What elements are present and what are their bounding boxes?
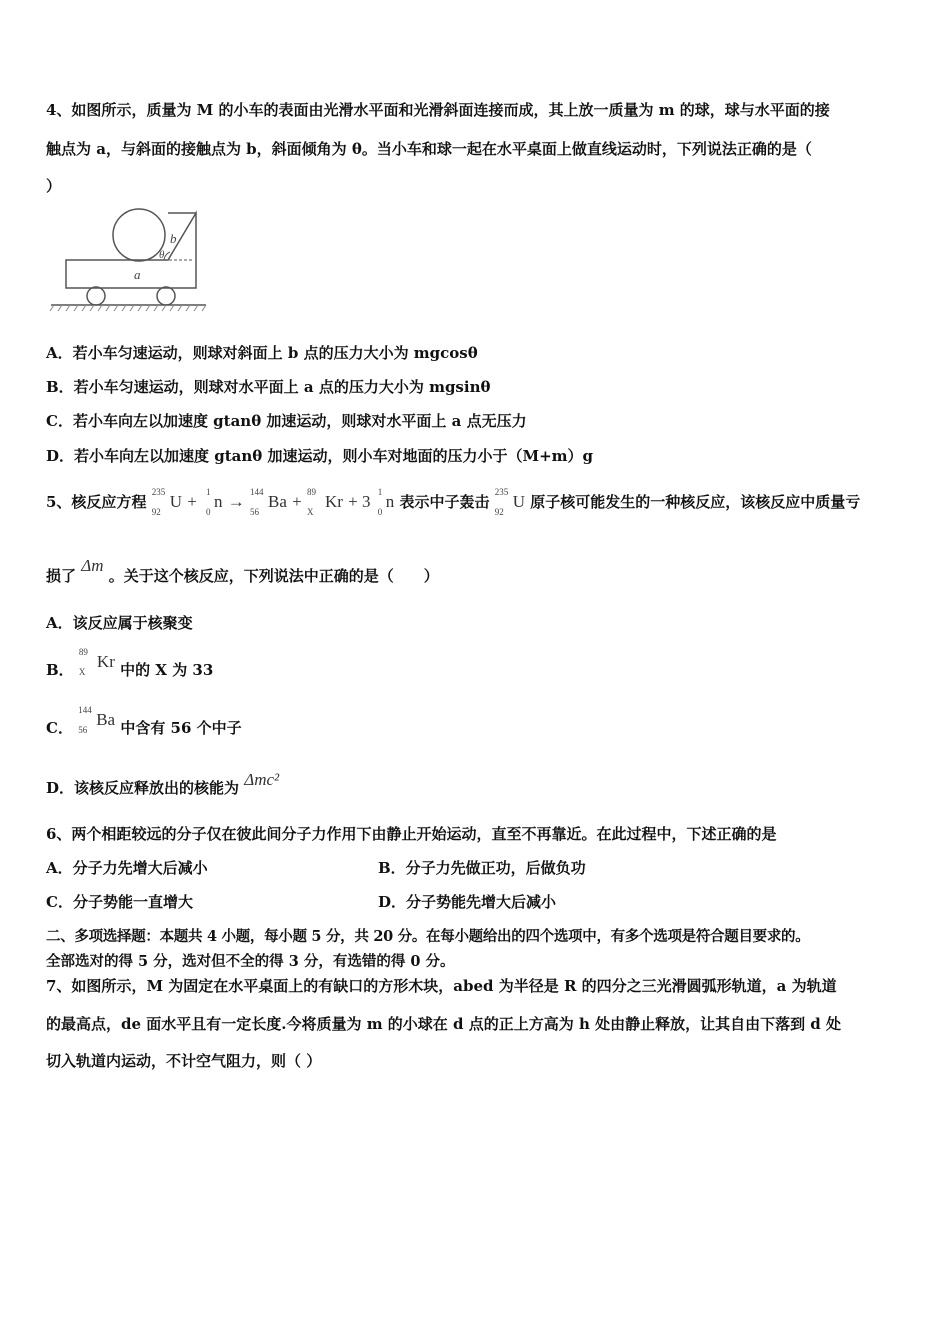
- q4-option-d: D．若小车向左以加速度 gtanθ 加速运动，则小车对地面的压力小于（M+m）g: [46, 447, 594, 465]
- q7-stem-line3: 切入轨道内运动，不计空气阻力，则（ ）: [46, 1052, 322, 1070]
- label-theta: θ: [159, 249, 165, 261]
- nuclide-ba144: 144 56 Ba: [250, 487, 287, 517]
- wheel-right: [157, 287, 175, 305]
- q4-stem-line3: ）: [46, 177, 62, 195]
- nuclide-kr89: 89 X Kr: [306, 487, 343, 517]
- nuclide-kr89-b: 89 X Kr: [78, 647, 115, 677]
- nuclide-neutron-3: 1 0 n: [377, 487, 395, 517]
- delta-m: Δm: [81, 556, 104, 575]
- q5-stem-line2: 损了 Δm 。关于这个核反应，下列说法中正确的是（ ）: [46, 556, 439, 585]
- q6-option-d: D．分子势能先增大后减小: [378, 893, 557, 911]
- label-b: b: [170, 231, 177, 246]
- label-a: a: [134, 267, 141, 282]
- q4-option-c: C．若小车向左以加速度 gtanθ 加速运动，则球对水平面上 a 点无压力: [46, 412, 527, 430]
- q5-stem-line1: 5、核反应方程 235 92 U + 1 0 n → 144 56 Ba + 89 X Kr + 3 1 0 n 表示中子轰击 235 92 U 原子核可能发生的一种核反应，该核反应中质量亏: [46, 487, 861, 517]
- ball: [113, 209, 165, 261]
- q6-stem: 6、两个相距较远的分子仅在彼此间分子力作用下由静止开始运动，直至不再靠近。在此过程中，下述正确的是: [46, 825, 777, 843]
- section2-heading-line2: 全部选对的得 5 分，选对但不全的得 3 分，有选错的得 0 分。: [46, 953, 455, 970]
- delta-mc2: Δmc²: [244, 770, 280, 789]
- q4-cart-figure: [46, 205, 216, 315]
- q7-stem-line1: 7、如图所示，M 为固定在水平桌面上的有缺口的方形木块，abed 为半径是 R 的四分之三光滑圆弧形轨道，a 为轨道: [46, 977, 837, 995]
- nuclide-u235: 235 92 U: [151, 487, 182, 517]
- q5-mid: 表示中子轰击: [399, 493, 490, 511]
- q5-option-d: D．该核反应释放出的核能为 Δmc²: [46, 770, 280, 797]
- q5-option-c: C． 144 56 Ba 中含有 56 个中子: [46, 705, 242, 737]
- q4-option-b: B．若小车匀速运动，则球对水平面上 a 点的压力大小为 mgsinθ: [46, 378, 491, 396]
- q7-stem-line2: 的最高点，de 面水平且有一定长度.今将质量为 m 的小球在 d 点的正上方高为 h 处由静止释放，让其自由下落到 d 处: [46, 1015, 842, 1033]
- section2-heading-line1: 二、多项选择题：本题共 4 小题，每小题 5 分，共 20 分。在每小题给出的四个选项中，有多个选项是符合题目要求的。: [46, 928, 810, 945]
- nuclide-u235-2: 235 92 U: [494, 487, 525, 517]
- q6-option-a: A．分子力先增大后减小: [46, 859, 208, 877]
- q4-option-a: A．若小车匀速运动，则球对斜面上 b 点的压力大小为 mgcosθ: [46, 344, 478, 362]
- wheel-left: [87, 287, 105, 305]
- q4-stem-line2: 触点为 a，与斜面的接触点为 b，斜面倾角为 θ。当小车和球一起在水平桌面上做直线运动时，下列说法正确的是（: [46, 140, 812, 158]
- nuclide-ba144-c: 144 56 Ba: [78, 705, 116, 735]
- q5-option-b: B． 89 X Kr 中的 X 为 33: [46, 647, 214, 679]
- q5-prefix: 5、核反应方程: [46, 493, 147, 511]
- nuclide-neutron: 1 0 n: [206, 487, 223, 517]
- q4-stem-line1: 4、如图所示，质量为 M 的小车的表面由光滑水平面和光滑斜面连接而成，其上放一质量为 m 的球，球与水平面的接: [46, 101, 830, 119]
- cart-body: [66, 213, 196, 288]
- q5-suffix: 原子核可能发生的一种核反应，该核反应中质量亏: [530, 493, 861, 511]
- q5-option-a: A．该反应属于核聚变: [46, 614, 193, 632]
- q6-option-b: B．分子力先做正功，后做负功: [378, 859, 586, 877]
- q6-option-c: C．分子势能一直增大: [46, 893, 193, 911]
